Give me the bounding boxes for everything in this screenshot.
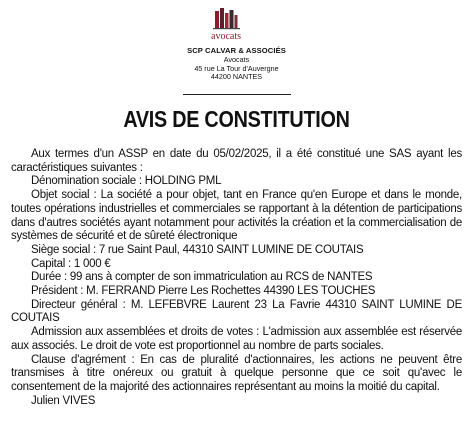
meeting-admission: Admission aux assemblées et droits de votes : L'admission aux assemblée est réservée aux associés. Le droit de vote est proportionnel au nombre de parts sociales. [11,326,462,352]
address-line-3: 44200 NANTES [210,72,263,81]
corporate-purpose: Objet social : La société a pour objet, tant en France qu'en Europe et dans le monde, toutes opérations industrielles et commerciales se rapportant à la détention de participations dans d'autres sociétés ayant notamment pour activités la création et la commercialisation de systèmes de sécurité et de sûreté électronique [11,189,462,243]
notice-body [11,148,462,408]
company-name: Dénomination sociale : HOLDING PML [31,175,222,188]
signatory: Julien VIVES [31,394,96,407]
address-line-1: Avocats [223,55,250,64]
president: Président : M. FERRAND Pierre Les Rochettes 44390 LES TOUCHES [31,285,376,298]
duration: Durée : 99 ans à compter de son immatriculation au RCS de NANTES [31,271,373,284]
intro-paragraph: Aux termes d'un ASSP en date du 05/02/2025, il a été constitué une SAS ayant les caractéristiques suivantes : [11,148,462,174]
header-divider [183,94,291,95]
approval-clause: Clause d'agrément : En cas de pluralité d'actionnaires, les actions ne peuvent être transmises à titre onéreux ou gratuit à quelque personne que ce soit qu'avec le consentement de la majorité des actionnaires représentant au moins la moitié du capital. [11,353,462,393]
scp-calvar-logo [206,7,246,45]
share-capital: Capital : 1 000 € [31,257,111,270]
firm-name: SCP CALVAR & ASSOCIÉS [187,46,286,55]
logo-word: avocats [211,31,241,42]
address-line-2: 45 rue La Tour d'Auvergne [194,63,279,73]
registered-office: Siège social : 7 rue Saint Paul, 44310 SAINT LUMINE DE COUTAIS [31,243,364,256]
notice-title: AVIS DE CONSTITUTION [123,106,350,132]
managing-director: Directeur général : M. LEFEBVRE Laurent 23 La Favrie 44310 SAINT LUMINE DE COUTAIS [11,298,462,325]
